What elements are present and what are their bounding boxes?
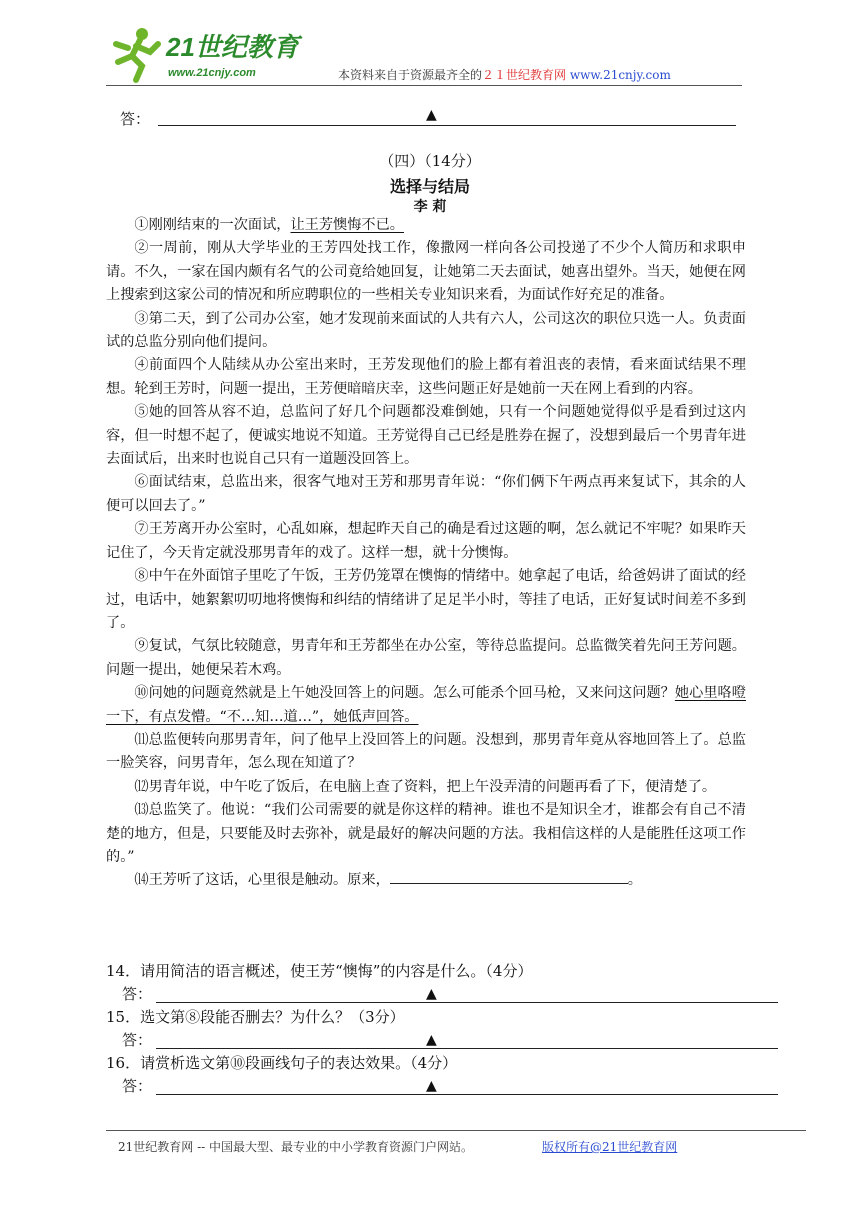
paragraph-13: ⒀总监笑了。他说：“我们公司需要的就是你这样的精神。谁也不是知识全才，谁都会有自己不清楚的地方，但是，只要能及时去弥补，就是最好的解决问题的方法。我相信这样的人是能胜任这项工作的。” (106, 802, 746, 865)
notice-site: ２１世纪教育网 (482, 68, 567, 82)
paragraph-4: ④前面四个人陆续从办公室出来时，王芳发现他们的脸上都有着沮丧的表情，看来面试结果不理想。轮到王芳时，问题一提出，王芳便暗暗庆幸，这些问题正好是她前一天在网上看到的内容。 (106, 357, 746, 397)
answer-label: 答： (122, 985, 153, 1003)
paragraph-1 (106, 214, 746, 237)
notice-prefix: 本资料来自于资源最齐全的 (338, 68, 483, 82)
notice-url[interactable]: www.21cnjy.com (569, 68, 671, 82)
paragraph-14 (106, 869, 746, 892)
logo-text: 21世纪教育 (166, 32, 299, 62)
story-author: 李 莉 (413, 199, 447, 215)
question-14: 14．请用简洁的语言概述，使王芳“懊悔”的内容是什么。（4分） (106, 962, 533, 980)
answer-16 (106, 1075, 746, 1098)
answer-marker: ▲ (426, 986, 437, 1002)
header-divider (106, 85, 742, 86)
passage (106, 214, 746, 893)
p1-underlined: 让王芳懊悔不已。 (290, 217, 404, 233)
answer-marker: ▲ (426, 1078, 437, 1094)
site-logo (110, 22, 310, 84)
answer-rule[interactable] (156, 1048, 778, 1049)
answer-rule[interactable] (156, 1002, 778, 1003)
question-15: 15．选文第⑧段能否删去？为什么？（3分） (106, 1008, 405, 1026)
p10-text: ⑩问她的问题竟然就是上午她没回答上的问题。怎么可能杀个回马枪，又来问这问题？ (134, 685, 675, 702)
paragraph-11: ⑾总监便转向那男青年，问了他早上没回答上的问题。没想到，那男青年竟从容地回答上了。总监一脸笑容，问男青年，怎么现在知道了？ (106, 731, 746, 772)
question-16: 16．请赏析选文第⑩段画线句子的表达效果。（4分） (106, 1054, 458, 1072)
questions (106, 960, 746, 1098)
answer-label: 答： (122, 1077, 153, 1095)
story-title: 选择与结局 (389, 177, 470, 196)
answer-rule[interactable] (156, 1094, 778, 1095)
paragraph-5: ⑤她的回答从容不迫，总监问了好几个问题都没难倒她，只有一个问题她觉得似乎是看到过这内容，但一时想不起了，便诚实地说不知道。王芳觉得自己已经是胜券在握了，没想到最后一个男青年进去面试后，出来时也说自己只有一道题没回答上。 (106, 404, 746, 468)
answer-label: 答： (122, 1031, 153, 1049)
footer-divider (106, 1130, 806, 1131)
footer-text: 21世纪教育网 -- 中国最大型、最专业的中小学教育资源门户网站。 (118, 1140, 474, 1154)
p1-text: ①刚刚结束的一次面试， (134, 217, 291, 233)
paragraph-3: ③第二天，到了公司办公室，她才发现前来面试的人共有六人，公司这次的职位只选一人。负责面试的总监分别向他们提问。 (106, 310, 746, 351)
header-notice (338, 66, 671, 83)
p10-underlined-sentence: 她心里咯噔一下，有点发懵。“不…知…道…”，她低声回答。 (106, 685, 746, 725)
paragraph-12: ⑿男青年说，中午吃了饭后，在电脑上查了资料，把上午没弄清的问题再看了下，便清楚了。 (134, 778, 717, 795)
paragraph-7: ⑦王芳离开办公室时，心乱如麻，想起昨天自己的确是看过这题的啊，怎么就记不牢呢？如果昨天记住了，今天肯定就没那男青年的戏了。这样一想，就十分懊悔。 (106, 521, 746, 561)
answer-14 (106, 983, 746, 1006)
paragraph-2: ②一周前，刚从大学毕业的王芳四处找工作，像撒网一样向各公司投递了不少个人简历和求职申请。不久，一家在国内颇有名气的公司竟给她回复，让她第二天去面试，她喜出望外。当天，她便在网上搜索到这家公司的情况和所应聘职位的一些相关专业知识来看，为面试作好充足的准备。 (106, 240, 746, 304)
p14-end: 。 (627, 872, 642, 889)
runner-icon (116, 28, 158, 80)
paragraph-10 (106, 682, 746, 729)
answer-rule (158, 125, 736, 126)
p14-text: ⒁王芳听了这话，心里很是触动。原来， (134, 872, 390, 889)
paragraph-6: ⑥面试结束，总监出来，很客气地对王芳和那男青年说：“你们俩下午两点再来复试下，其余的人便可以回去了。” (106, 474, 746, 514)
answer-15 (106, 1029, 746, 1052)
answer-marker: ▲ (426, 107, 437, 123)
copyright-link[interactable]: 版权所有@21世纪教育网 (542, 1140, 678, 1154)
paragraph-8: ⑧中午在外面馆子里吃了午饭，王芳仍笼罩在懊悔的情绪中。她拿起了电话，给爸妈讲了面试的经过，电话中，她絮絮叨叨地将懊悔和纠结的情绪讲了足足半小时，等挂了电话，正好复试时间差不多到了。 (106, 568, 746, 631)
page-header (0, 0, 860, 86)
fill-in-blank[interactable] (390, 869, 628, 884)
top-answer-line (120, 108, 740, 128)
answer-label: 答： (120, 110, 151, 128)
paragraph-9: ⑨复试，气氛比较随意，男青年和王芳都坐在办公室，等待总监提问。总监微笑着先问王芳问题。问题一提出，她便呆若木鸡。 (106, 638, 746, 678)
section-heading: （四）（14分） (379, 152, 481, 170)
answer-marker: ▲ (426, 1032, 437, 1048)
logo-url: www.21cnjy.com (168, 67, 256, 79)
